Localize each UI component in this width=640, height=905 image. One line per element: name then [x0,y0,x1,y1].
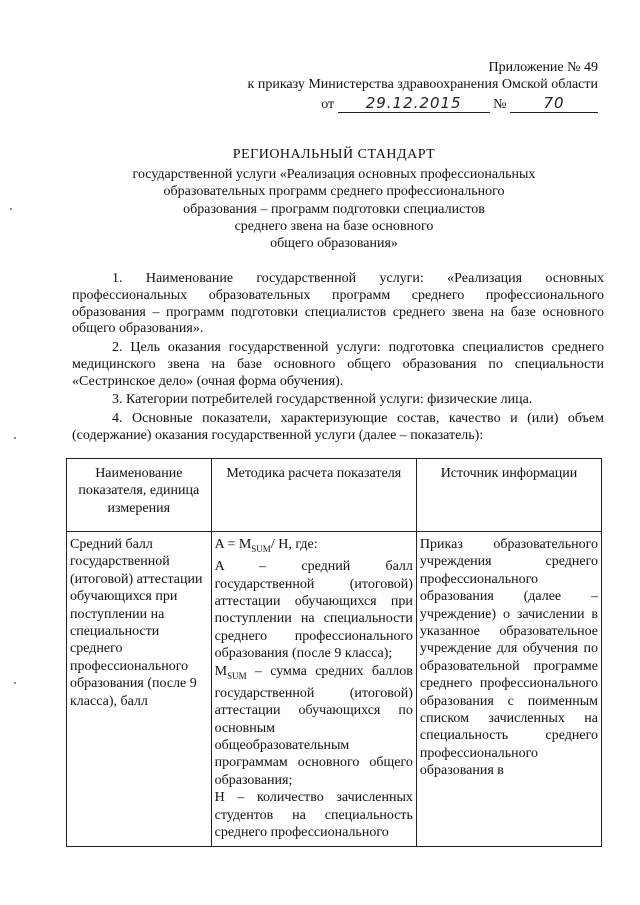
scan-speck [14,682,16,684]
title-line: государственной услуги «Реализация основных профессиональных [132,167,536,183]
handwritten-order-number: 70 [510,94,598,113]
indicator-cell: Средний балл государственной (итоговой) аттестации обучающихся при поступлении на специальности среднего профессионального образования (после 9 класса), балл [67,532,212,847]
formula-subscript: SUM [251,543,271,554]
formula-part: A = M [214,537,252,552]
paragraph-text: 4. Основные показатели, характеризующие состав, качество и (или) объем (содержание) оказания государственной услуги (далее – показатель): [72,411,604,443]
header-cell-method: Методика расчета показателя [211,459,416,532]
method-formula [215,536,413,558]
from-label: от [321,97,335,112]
paragraph-text: 2. Цель оказания государственной услуги: подготовка специалистов среднего медицинского звена на базе основного общего образования по специальности «Сестринское дело» (очная форма обучения). [72,340,604,389]
symbol: M [214,663,228,679]
symbol-subscript: SUM [227,670,247,681]
title-line: общего образования» [270,236,398,252]
scan-speck [14,437,16,439]
title-line: образовательных программ среднего профессионального [163,184,505,200]
paragraph-2 [72,340,604,390]
paragraph-1 [72,271,604,338]
scan-speck [10,208,12,210]
document-title [60,146,608,252]
source-cell: Приказ образовательного учреждения среднего профессионального образования (далее – учреждение) о зачислении в указанное образовательное учреждение для обучения по образовательной программе среднего профессионального образования с поименным списком зачисленных на специальность среднего профессионального образования в [416,532,601,847]
method-m-definition [215,663,413,790]
paragraph-4 [72,411,604,445]
formula-part: / H, где: [270,537,318,552]
table-row [67,532,602,847]
header-cell-source: Источник информации [416,459,601,532]
order-reference: к приказу Министерства здравоохранения Омской области [247,77,598,92]
paragraph-text: 3. Категории потребителей государственной услуги: физические лица. [112,392,533,407]
indicators-table [66,458,602,847]
order-date-number-line [321,94,598,113]
definition-text: – сумма средних баллов государственной (итоговой) аттестации обучающихся по основным общеобразовательным программам основного общего образования; [214,663,413,788]
method-h-definition: H – количество зачисленных студентов на специальность среднего профессионального [214,790,413,841]
method-cell [211,532,416,847]
title-line: образования – программ подготовки специалистов [183,201,485,217]
appendix-number: Приложение № 49 [488,60,598,75]
title-heading: РЕГИОНАЛЬНЫЙ СТАНДАРТ [232,147,436,162]
handwritten-date: 29.12.2015 [338,94,490,113]
paragraph-text: 1. Наименование государственной услуги: «Реализация основных профессиональных образовательных программ среднего профессионального образования – программ подготовки специалистов среднего звена на базе основного общего образования». [72,271,604,337]
title-line: среднего звена на базе основного [234,218,434,234]
table-header-row [67,459,602,532]
paragraph-3 [72,392,604,409]
header-cell-indicator: Наименование показателя, единица измерения [67,459,212,532]
method-a-definition: A – средний балл государственной (итоговой) аттестации обучающихся при поступлении на специальности среднего профессионального образования (после 9 класса); [214,559,413,662]
number-label: № [493,97,507,112]
